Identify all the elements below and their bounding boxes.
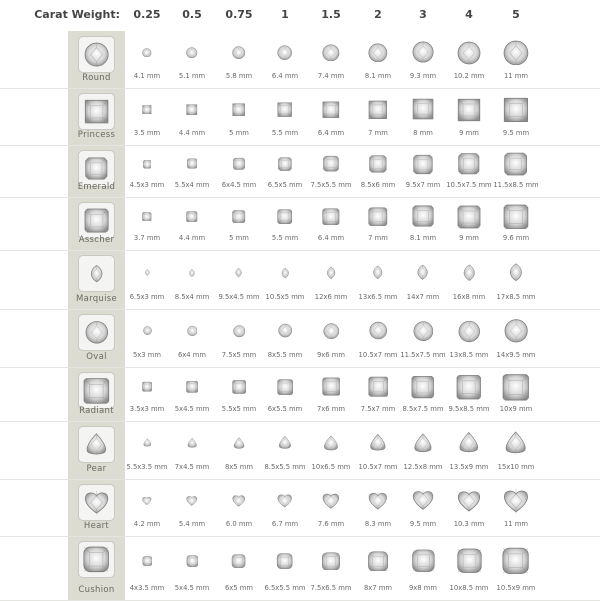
- size-label: 7.6 mm: [317, 520, 345, 528]
- diamond-marquise-2ct: [371, 257, 385, 288]
- diamond-pear-5ct: [504, 425, 527, 461]
- diamond-cushion-0.5ct: [186, 555, 199, 567]
- size-label: 7x4.5 mm: [174, 463, 210, 471]
- diamond-emerald-3ct: [413, 150, 433, 179]
- size-label: 14x9.5 mm: [496, 351, 536, 359]
- radiant-diamond-icon: [78, 372, 115, 409]
- size-label: 8 mm: [413, 129, 433, 137]
- diamond-marquise-0.5ct: [188, 264, 196, 282]
- princess-diamond-icon: [78, 93, 115, 130]
- diamond-asscher-5ct: [503, 204, 529, 230]
- diamond-marquise-0.75ct: [234, 262, 243, 283]
- size-label: 13.5x9 mm: [449, 463, 489, 471]
- diamond-asscher-0.75ct: [232, 210, 245, 223]
- diamond-marquise-0.25ct: [144, 265, 151, 280]
- diamond-emerald-0.25ct: [143, 158, 152, 171]
- size-label: 5.4 mm: [178, 520, 206, 528]
- diamond-asscher-1.5ct: [322, 208, 340, 226]
- size-label: 6.0 mm: [225, 520, 253, 528]
- marquise-diamond-icon: [78, 255, 115, 292]
- shape-row-heart: [0, 479, 600, 536]
- shape-name-label: Cushion: [78, 585, 115, 595]
- diamond-heart-2ct: [368, 491, 388, 511]
- shape-row-asscher: [0, 197, 600, 250]
- diamond-oval-4ct: [458, 315, 481, 348]
- size-label: 5.5x4 mm: [174, 181, 210, 189]
- size-label: 12x6 mm: [314, 293, 348, 301]
- diamond-princess-4ct: [457, 98, 481, 122]
- size-label: 11 mm: [503, 520, 529, 528]
- cushion-diamond-icon: [78, 541, 115, 578]
- size-label: 5x4.5 mm: [174, 405, 210, 413]
- diamond-heart-4ct: [457, 489, 481, 513]
- size-label: 9.5 mm: [409, 520, 437, 528]
- diamond-radiant-1.5ct: [322, 376, 341, 397]
- size-label: 6x4 mm: [177, 351, 207, 359]
- size-label: 6.7 mm: [271, 520, 299, 528]
- diamond-oval-1.5ct: [323, 319, 340, 343]
- shape-row-round: [0, 31, 600, 88]
- size-label: 5.5 mm: [271, 234, 299, 242]
- diamond-round-5ct: [503, 40, 529, 66]
- diamond-pear-1.5ct: [323, 431, 339, 456]
- diamond-princess-1.5ct: [322, 101, 340, 119]
- diamond-princess-5ct: [503, 97, 529, 123]
- size-label: 10.5x7 mm: [358, 463, 398, 471]
- size-label: 3.5 mm: [133, 129, 161, 137]
- diamond-pear-0.5ct: [187, 435, 197, 451]
- size-label: 4.2 mm: [133, 520, 161, 528]
- diamond-radiant-0.5ct: [186, 380, 198, 394]
- carat-header-3: 3: [419, 8, 427, 21]
- size-label: 7x6 mm: [316, 405, 346, 413]
- size-label: 4.4 mm: [178, 234, 206, 242]
- size-label: 16x8 mm: [452, 293, 486, 301]
- size-label: 10x8.5 mm: [449, 584, 489, 592]
- size-label: 7.5x5.5 mm: [310, 181, 352, 189]
- diamond-cushion-2ct: [367, 551, 389, 572]
- shape-name-label: Oval: [86, 352, 107, 362]
- carat-header-5: 5: [512, 8, 520, 21]
- diamond-oval-3ct: [413, 316, 434, 346]
- shape-name-label: Asscher: [78, 235, 115, 245]
- size-label: 5.5x5 mm: [221, 405, 257, 413]
- carat-header-0.5: 0.5: [182, 8, 202, 21]
- size-label: 4.1 mm: [133, 72, 161, 80]
- diamond-heart-0.25ct: [142, 496, 152, 506]
- diamond-heart-1ct: [277, 493, 292, 508]
- diamond-emerald-2ct: [369, 151, 387, 177]
- diamond-cushion-0.25ct: [142, 556, 153, 566]
- size-label: 8.5x4 mm: [174, 293, 210, 301]
- diamond-pear-3ct: [413, 428, 433, 459]
- shape-row-marquise: [0, 250, 600, 309]
- size-label: 8.3 mm: [364, 520, 392, 528]
- diamond-oval-2ct: [369, 317, 387, 344]
- size-label: 17x8.5 mm: [496, 293, 536, 301]
- size-label: 9 mm: [459, 234, 479, 242]
- diamond-round-0.25ct: [142, 48, 152, 58]
- size-label: 9.6 mm: [502, 234, 530, 242]
- carat-header-0.75: 0.75: [225, 8, 253, 21]
- shape-row-emerald: [0, 145, 600, 197]
- size-label: 5.5x3.5 mm: [126, 463, 168, 471]
- asscher-diamond-icon: [78, 202, 115, 239]
- size-label: 8.5x7.5 mm: [402, 405, 444, 413]
- size-label: 6.5x3 mm: [129, 293, 165, 301]
- diamond-radiant-4ct: [456, 373, 482, 402]
- size-label: 10x9 mm: [499, 405, 533, 413]
- carat-header-1: 1: [281, 8, 289, 21]
- size-label: 9.5x7 mm: [405, 181, 441, 189]
- diamond-heart-0.75ct: [232, 494, 245, 507]
- round-diamond-icon: [78, 36, 115, 73]
- size-label: 11 mm: [503, 72, 529, 80]
- diamond-princess-0.25ct: [142, 105, 152, 115]
- size-label: 9.5 mm: [502, 129, 530, 137]
- shape-name-label: Marquise: [75, 294, 118, 304]
- diamond-marquise-1.5ct: [325, 259, 337, 287]
- diamond-round-0.5ct: [186, 47, 198, 59]
- diamond-cushion-4ct: [456, 548, 483, 574]
- diamond-round-4ct: [457, 41, 481, 65]
- diamond-marquise-5ct: [507, 252, 525, 293]
- size-label: 6.4 mm: [317, 234, 345, 242]
- diamond-pear-0.75ct: [233, 434, 245, 453]
- diamond-asscher-3ct: [412, 205, 434, 227]
- diamond-cushion-3ct: [411, 549, 436, 572]
- size-label: 9x6 mm: [316, 351, 346, 359]
- size-label: 13x8.5 mm: [449, 351, 489, 359]
- size-label: 9.3 mm: [409, 72, 437, 80]
- size-label: 13x6.5 mm: [358, 293, 398, 301]
- carat-header-0.25: 0.25: [133, 8, 161, 21]
- diamond-cushion-0.75ct: [231, 554, 246, 568]
- size-label: 14x7 mm: [406, 293, 440, 301]
- size-label: 12.5x8 mm: [403, 463, 443, 471]
- diamond-round-3ct: [412, 41, 434, 63]
- diamond-radiant-1ct: [277, 378, 293, 396]
- diamond-round-0.75ct: [232, 46, 245, 59]
- carat-header-4: 4: [465, 8, 473, 21]
- diamond-asscher-2ct: [368, 207, 388, 227]
- size-label: 6.5x5.5 mm: [264, 584, 306, 592]
- pear-diamond-icon: [78, 426, 115, 463]
- size-label: 6.4 mm: [271, 72, 299, 80]
- size-label: 5.8 mm: [225, 72, 253, 80]
- size-label: 9x8 mm: [408, 584, 438, 592]
- diamond-oval-0.25ct: [143, 324, 152, 337]
- shape-row-radiant: [0, 367, 600, 421]
- diamond-cushion-5ct: [501, 547, 530, 575]
- shape-row-cushion: [0, 536, 600, 600]
- diamond-radiant-5ct: [502, 372, 530, 403]
- diamond-marquise-1ct: [280, 261, 291, 285]
- diamond-princess-3ct: [412, 98, 434, 120]
- diamond-round-1.5ct: [322, 44, 340, 62]
- size-label: 5x4.5 mm: [174, 584, 210, 592]
- diamond-heart-0.5ct: [186, 495, 198, 507]
- shape-name-label: Radiant: [79, 406, 114, 416]
- diamond-emerald-4ct: [458, 148, 480, 180]
- carat-weight-header: Carat Weight:: [34, 8, 120, 21]
- size-label: 10.5x5 mm: [265, 293, 305, 301]
- size-label: 10.5x7 mm: [358, 351, 398, 359]
- size-label: 8.1 mm: [364, 72, 392, 80]
- size-label: 8.5x6 mm: [360, 181, 396, 189]
- diamond-emerald-1ct: [278, 154, 292, 174]
- oval-diamond-icon: [78, 314, 115, 351]
- diamond-heart-3ct: [412, 489, 434, 511]
- shape-row-oval: [0, 309, 600, 367]
- carat-header-1.5: 1.5: [321, 8, 341, 21]
- size-label: 8.1 mm: [409, 234, 437, 242]
- size-label: 3.7 mm: [133, 234, 161, 242]
- diamond-radiant-0.75ct: [232, 379, 246, 395]
- size-label: 8.5x5.5 mm: [264, 463, 306, 471]
- size-label: 8x5.5 mm: [267, 351, 303, 359]
- diamond-asscher-0.5ct: [186, 211, 198, 223]
- diamond-princess-2ct: [368, 100, 388, 120]
- diamond-princess-0.75ct: [232, 103, 245, 116]
- shape-name-label: Round: [82, 73, 111, 83]
- diamond-oval-1ct: [278, 320, 292, 341]
- size-label: 5.1 mm: [178, 72, 206, 80]
- diamond-pear-2ct: [369, 429, 387, 457]
- size-label: 6x5 mm: [224, 584, 254, 592]
- diamond-princess-0.5ct: [186, 104, 198, 116]
- size-label: 8x5 mm: [224, 463, 254, 471]
- shape-name-label: Heart: [83, 521, 110, 531]
- size-label: 7.5x5 mm: [221, 351, 257, 359]
- size-label: 3.5x3 mm: [129, 405, 165, 413]
- diamond-oval-0.5ct: [187, 323, 198, 339]
- diamond-marquise-3ct: [415, 255, 430, 290]
- shape-row-pear: [0, 421, 600, 479]
- size-label: 7.5x7 mm: [360, 405, 396, 413]
- diamond-radiant-2ct: [368, 375, 389, 398]
- size-label: 10.5x9 mm: [496, 584, 536, 592]
- diamond-emerald-0.75ct: [233, 155, 245, 173]
- size-label: 11.5x7.5 mm: [400, 351, 446, 359]
- diamond-oval-0.75ct: [233, 322, 246, 340]
- diamond-round-2ct: [368, 43, 388, 63]
- size-label: 15x10 mm: [497, 463, 535, 471]
- diamond-princess-1ct: [277, 102, 292, 117]
- diamond-emerald-1.5ct: [323, 152, 339, 175]
- diamond-pear-4ct: [458, 426, 480, 460]
- size-label: 6.4 mm: [317, 129, 345, 137]
- size-label: 4.5x3 mm: [129, 181, 165, 189]
- size-label: 7.5x6.5 mm: [310, 584, 352, 592]
- carat-header-2: 2: [374, 8, 382, 21]
- diamond-cushion-1.5ct: [321, 552, 341, 571]
- shape-row-princess: [0, 88, 600, 145]
- diamond-pear-0.25ct: [143, 436, 152, 449]
- diamond-cushion-1ct: [276, 553, 293, 569]
- size-label: 10.2 mm: [453, 72, 485, 80]
- diamond-round-1ct: [277, 45, 292, 60]
- size-label: 10.3 mm: [453, 520, 485, 528]
- heart-diamond-icon: [78, 484, 115, 521]
- size-label: 11.5x8.5 mm: [493, 181, 539, 189]
- size-label: 8x7 mm: [363, 584, 393, 592]
- diamond-asscher-4ct: [457, 205, 481, 229]
- size-label: 10x6.5 mm: [311, 463, 351, 471]
- size-label: 9.5x4.5 mm: [218, 293, 260, 301]
- shape-name-label: Pear: [86, 464, 107, 474]
- diamond-oval-5ct: [504, 313, 528, 349]
- diamond-asscher-1ct: [277, 209, 292, 224]
- size-label: 6x5.5 mm: [267, 405, 303, 413]
- size-label: 9.5x8.5 mm: [448, 405, 490, 413]
- size-label: 4x3.5 mm: [129, 584, 165, 592]
- size-label: 5 mm: [229, 234, 249, 242]
- size-label: 4.4 mm: [178, 129, 206, 137]
- size-label: 7 mm: [368, 234, 388, 242]
- size-label: 9 mm: [459, 129, 479, 137]
- size-label: 10.5x7.5 mm: [446, 181, 492, 189]
- size-label: 7 mm: [368, 129, 388, 137]
- size-label: 5 mm: [229, 129, 249, 137]
- size-label: 6.5x5 mm: [267, 181, 303, 189]
- diamond-emerald-5ct: [504, 147, 527, 181]
- diamond-emerald-0.5ct: [187, 156, 197, 171]
- size-label: 5x3 mm: [132, 351, 162, 359]
- diamond-marquise-4ct: [461, 254, 478, 292]
- shape-name-label: Emerald: [77, 182, 116, 192]
- shape-name-label: Princess: [77, 130, 116, 140]
- diamond-radiant-0.25ct: [142, 381, 152, 392]
- size-label: 7.4 mm: [317, 72, 345, 80]
- size-label: 5.5 mm: [271, 129, 299, 137]
- diamond-heart-1.5ct: [322, 492, 340, 510]
- size-label: 6x4.5 mm: [221, 181, 257, 189]
- diamond-radiant-3ct: [411, 374, 434, 400]
- diamond-pear-1ct: [278, 432, 292, 454]
- diamond-asscher-0.25ct: [142, 212, 152, 222]
- diamond-heart-5ct: [503, 488, 529, 514]
